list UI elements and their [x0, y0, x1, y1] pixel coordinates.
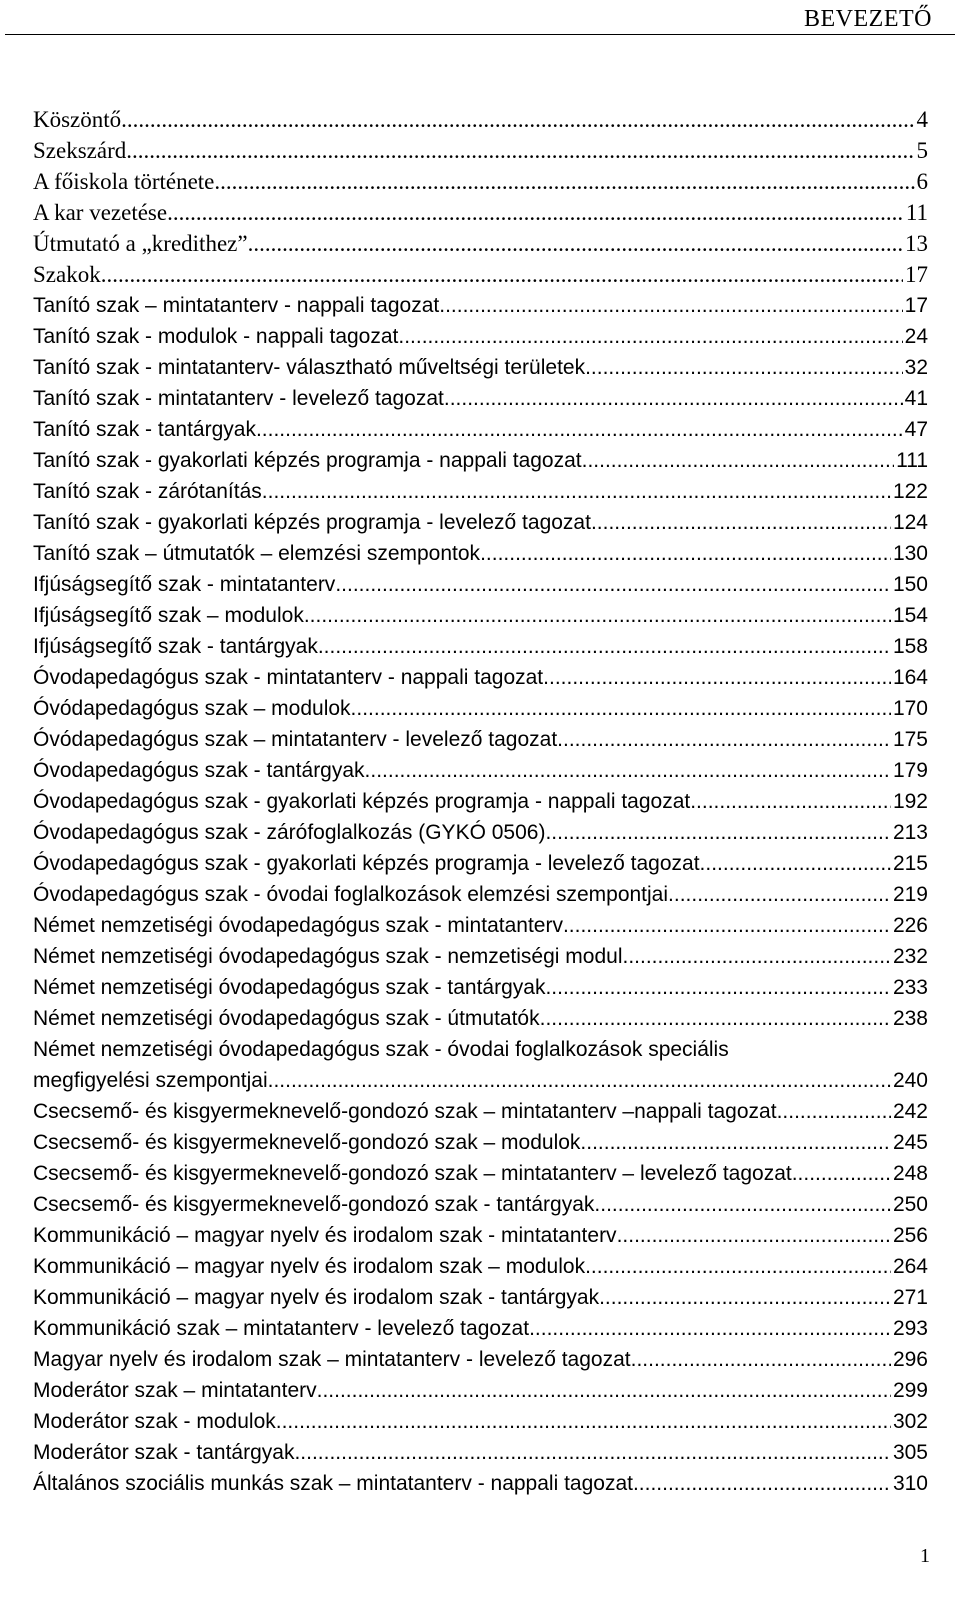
toc-entry[interactable]: [33, 693, 928, 724]
toc-entry-title: Kommunikáció – magyar nyelv és irodalom szak – modulok: [33, 1255, 586, 1278]
dot-leader: [777, 1096, 891, 1127]
dot-leader: [580, 1127, 891, 1158]
toc-entry-title: Csecsemő- és kisgyermeknevelő-gondozó szak – mintatanterv –nappali tagozat: [33, 1100, 777, 1123]
toc-entry-title: Óvodapedagógus szak - gyakorlati képzés programja - nappali tagozat: [33, 790, 691, 813]
dot-leader: [304, 600, 891, 631]
toc-entry[interactable]: [33, 1468, 928, 1499]
toc-entry-title: Német nemzetiségi óvodapedagógus szak - útmutatók: [33, 1007, 540, 1030]
toc-entry[interactable]: [33, 972, 928, 1003]
toc-entry[interactable]: [33, 476, 928, 507]
toc-entry-page: 233: [892, 976, 928, 999]
dot-leader: [563, 910, 891, 941]
toc-entry[interactable]: [33, 1251, 928, 1282]
toc-entry[interactable]: [33, 1158, 928, 1189]
toc-entry-title: Tanító szak – útmutatók – elemzési szempontok: [33, 542, 481, 565]
toc-entry-title: Ifjúságsegítő szak - mintatanterv: [33, 573, 336, 596]
toc-entry[interactable]: [33, 383, 928, 414]
dot-leader: [126, 135, 914, 166]
toc-entry-page: 192: [892, 790, 928, 813]
toc-entry-page: 215: [892, 852, 928, 875]
toc-entry-page: 175: [892, 728, 928, 751]
toc-entry[interactable]: [33, 755, 928, 786]
toc-entry-title: Tanító szak - zárótanítás: [33, 480, 262, 503]
toc-entry[interactable]: [33, 1127, 928, 1158]
toc-entry-page: 245: [892, 1131, 928, 1154]
toc-entry-title: Óvodapedagógus szak - tantárgyak: [33, 759, 365, 782]
toc-entry-page: 213: [892, 821, 928, 844]
dot-leader: [585, 352, 903, 383]
toc-entry[interactable]: [33, 352, 928, 383]
toc-entry[interactable]: [33, 507, 928, 538]
dot-leader: [268, 1065, 891, 1096]
toc-entry-title: Német nemzetiségi óvodapedagógus szak - mintatanterv: [33, 914, 563, 937]
toc-entry[interactable]: [33, 197, 928, 228]
dot-leader: [668, 879, 891, 910]
toc-entry-page: 122: [892, 480, 928, 503]
dot-leader: [792, 1158, 891, 1189]
toc-entry[interactable]: [33, 631, 928, 662]
toc-entry-page: 124: [892, 511, 928, 534]
toc-entry-title: Német nemzetiségi óvodapedagógus szak - tantárgyak: [33, 976, 546, 999]
toc-entry-title: Óvódapedagógus szak – modulok: [33, 697, 351, 720]
dot-leader: [585, 1251, 891, 1282]
dot-leader: [444, 383, 903, 414]
table-of-contents: [33, 104, 928, 1499]
toc-entry-page: 41: [904, 387, 928, 410]
toc-entry[interactable]: [33, 817, 928, 848]
dot-leader: [557, 724, 891, 755]
toc-entry[interactable]: [33, 662, 928, 693]
toc-entry[interactable]: [33, 1313, 928, 1344]
toc-entry-title: A kar vezetése: [33, 200, 168, 225]
dot-leader: [335, 569, 891, 600]
dot-leader: [276, 1406, 891, 1437]
dot-leader: [599, 1282, 891, 1313]
toc-entry-page: 47: [904, 418, 928, 441]
toc-entry[interactable]: [33, 1282, 928, 1313]
toc-entry-page: 11: [905, 200, 928, 225]
toc-entry-title: Szekszárd: [33, 138, 127, 163]
toc-entry-page: 17: [904, 294, 928, 317]
dot-leader: [398, 321, 902, 352]
toc-entry-page: 242: [892, 1100, 928, 1123]
toc-entry-page: 150: [892, 573, 928, 596]
dot-leader: [480, 538, 891, 569]
toc-entry-title: Óvodapedagógus szak - zárófoglalkozás (GYKÓ 0506): [33, 821, 546, 844]
toc-entry-title: Tanító szak - gyakorlati képzés programja - levelező tagozat: [33, 511, 591, 534]
toc-entry-page: 264: [892, 1255, 928, 1278]
toc-entry-page: 158: [892, 635, 928, 658]
toc-entry-page: 6: [916, 169, 928, 194]
page-header: [0, 0, 960, 36]
toc-entry-title: Tanító szak - mintatanterv - levelező tagozat: [33, 387, 444, 410]
toc-entry-page: 13: [905, 231, 928, 256]
dot-leader: [633, 1468, 891, 1499]
dot-leader: [529, 1313, 891, 1344]
toc-entry[interactable]: [33, 848, 928, 879]
dot-leader: [582, 445, 894, 476]
toc-entry-title: Moderátor szak – mintatanterv: [33, 1379, 317, 1402]
toc-entry-page: 293: [892, 1317, 928, 1340]
toc-entry[interactable]: [33, 290, 928, 321]
dot-leader: [545, 817, 891, 848]
dot-leader: [256, 414, 903, 445]
dot-leader: [439, 290, 902, 321]
toc-entry-page: 305: [892, 1441, 928, 1464]
toc-entry[interactable]: [33, 910, 928, 941]
dot-leader: [631, 1344, 891, 1375]
toc-entry-title: A főiskola története: [33, 169, 215, 194]
header-rule: [5, 34, 955, 35]
toc-entry-page: 17: [905, 262, 928, 287]
toc-entry-title: Általános szociális munkás szak – mintatanterv - nappali tagozat: [33, 1472, 633, 1495]
toc-entry-page: 154: [892, 604, 928, 627]
dot-leader: [545, 972, 890, 1003]
dot-leader: [365, 755, 891, 786]
toc-entry-page: 226: [892, 914, 928, 937]
toc-entry[interactable]: [33, 259, 928, 290]
toc-entry[interactable]: [33, 166, 928, 197]
toc-entry-title: Óvodapedagógus szak - gyakorlati képzés programja - levelező tagozat: [33, 852, 700, 875]
toc-entry-page: 232: [892, 945, 928, 968]
toc-entry[interactable]: [33, 724, 928, 755]
toc-entry-title: Kommunikáció – magyar nyelv és irodalom szak - tantárgyak: [33, 1286, 600, 1309]
toc-entry-page: 111: [896, 449, 928, 472]
toc-entry-page: 302: [892, 1410, 928, 1433]
toc-entry-title: Kommunikáció szak – mintatanterv - levelező tagozat: [33, 1317, 530, 1340]
toc-entry[interactable]: [33, 1406, 928, 1437]
toc-entry-title: Tanító szak - modulok - nappali tagozat: [33, 325, 399, 348]
toc-entry-title: Óvodapedagógus szak - mintatanterv - nappali tagozat: [33, 666, 544, 689]
toc-entry[interactable]: [33, 1344, 928, 1375]
dot-leader: [121, 104, 914, 135]
toc-entry[interactable]: [33, 786, 928, 817]
toc-entry[interactable]: [33, 600, 928, 631]
toc-entry-page: 179: [892, 759, 928, 782]
toc-entry-title: Csecsemő- és kisgyermeknevelő-gondozó szak – modulok: [33, 1131, 581, 1154]
header-title: BEVEZETŐ: [804, 6, 932, 32]
dot-leader: [700, 848, 891, 879]
toc-entry-page: 4: [916, 107, 928, 132]
dot-leader: [540, 1003, 891, 1034]
toc-entry[interactable]: [33, 1375, 928, 1406]
toc-entry-title: Csecsemő- és kisgyermeknevelő-gondozó szak - tantárgyak: [33, 1193, 595, 1216]
toc-entry-title: Óvodapedagógus szak - óvodai foglalkozások elemzési szempontjai: [33, 883, 669, 906]
toc-entry[interactable]: [33, 1096, 928, 1127]
toc-entry-page: 170: [892, 697, 928, 720]
dot-leader: [214, 166, 914, 197]
toc-entry[interactable]: [33, 941, 928, 972]
toc-entry-page: 24: [904, 325, 928, 348]
toc-entry[interactable]: [33, 1034, 928, 1096]
toc-entry[interactable]: [33, 1437, 928, 1468]
toc-entry-title: Tanító szak - mintatanterv- választható műveltségi területek: [33, 356, 586, 379]
dot-leader: [591, 507, 891, 538]
toc-entry[interactable]: [33, 104, 928, 135]
dot-leader: [248, 228, 903, 259]
toc-entry-page: 5: [916, 138, 928, 163]
toc-entry[interactable]: [33, 228, 928, 259]
toc-entry-title: Tanító szak - gyakorlati képzés programja - nappali tagozat: [33, 449, 582, 472]
toc-entry-title: Tanító szak - tantárgyak: [33, 418, 256, 441]
dot-leader: [543, 662, 891, 693]
toc-entry-page: 164: [892, 666, 928, 689]
dot-leader: [101, 259, 903, 290]
toc-entry-page: 296: [892, 1348, 928, 1371]
toc-entry-title: Moderátor szak - modulok: [33, 1410, 276, 1433]
toc-entry-page: 130: [892, 542, 928, 565]
dot-leader: [318, 631, 891, 662]
toc-entry[interactable]: [33, 445, 928, 476]
dot-leader: [617, 1220, 891, 1251]
toc-entry-title: Ifjúságsegítő szak - tantárgyak: [33, 635, 318, 658]
toc-entry-title: Szakok: [33, 262, 101, 287]
toc-entry-title: megfigyelési szempontjai: [33, 1069, 268, 1092]
page-number: 1: [920, 1545, 930, 1567]
toc-entry[interactable]: [33, 1189, 928, 1220]
dot-leader: [262, 476, 891, 507]
dot-leader: [594, 1189, 891, 1220]
toc-entry-page: 248: [892, 1162, 928, 1185]
dot-leader: [351, 693, 891, 724]
toc-entry[interactable]: [33, 879, 928, 910]
toc-entry[interactable]: [33, 538, 928, 569]
toc-entry-page: 271: [892, 1286, 928, 1309]
toc-entry-title: Magyar nyelv és irodalom szak – mintatanterv - levelező tagozat: [33, 1348, 631, 1371]
toc-entry-page: 250: [892, 1193, 928, 1216]
toc-entry[interactable]: [33, 135, 928, 166]
toc-entry-page: 32: [904, 356, 928, 379]
toc-entry-title: Csecsemő- és kisgyermeknevelő-gondozó szak – mintatanterv – levelező tagozat: [33, 1162, 792, 1185]
toc-entry-title: Német nemzetiségi óvodapedagógus szak - nemzetiségi modul: [33, 945, 623, 968]
dot-leader: [294, 1437, 891, 1468]
dot-leader: [690, 786, 891, 817]
toc-entry-title: Ifjúságsegítő szak – modulok: [33, 604, 304, 627]
toc-entry[interactable]: [33, 1003, 928, 1034]
toc-entry-page: 256: [892, 1224, 928, 1247]
toc-entry-page: 238: [892, 1007, 928, 1030]
dot-leader: [317, 1375, 891, 1406]
toc-entry-title: Kommunikáció – magyar nyelv és irodalom szak - mintatanterv: [33, 1224, 617, 1247]
dot-leader: [623, 941, 891, 972]
toc-entry[interactable]: [33, 321, 928, 352]
toc-entry-title: Moderátor szak - tantárgyak: [33, 1441, 295, 1464]
toc-entry-page: 219: [892, 883, 928, 906]
toc-entry-title: Köszöntő: [33, 107, 122, 132]
toc-entry-title: Óvódapedagógus szak – mintatanterv - levelező tagozat: [33, 728, 558, 751]
dot-leader: [167, 197, 904, 228]
toc-entry-page: 240: [892, 1069, 928, 1092]
toc-entry-title-line1: Német nemzetiségi óvodapedagógus szak - óvodai foglalkozások speciális: [33, 1038, 729, 1061]
toc-entry-page: 299: [892, 1379, 928, 1402]
toc-entry-title: Tanító szak – mintatanterv - nappali tagozat: [33, 294, 440, 317]
toc-entry[interactable]: [33, 414, 928, 445]
toc-entry[interactable]: [33, 569, 928, 600]
toc-entry[interactable]: [33, 1220, 928, 1251]
toc-entry-title: Útmutató a „kredithez”: [33, 231, 248, 256]
toc-entry-page: 310: [892, 1472, 928, 1495]
